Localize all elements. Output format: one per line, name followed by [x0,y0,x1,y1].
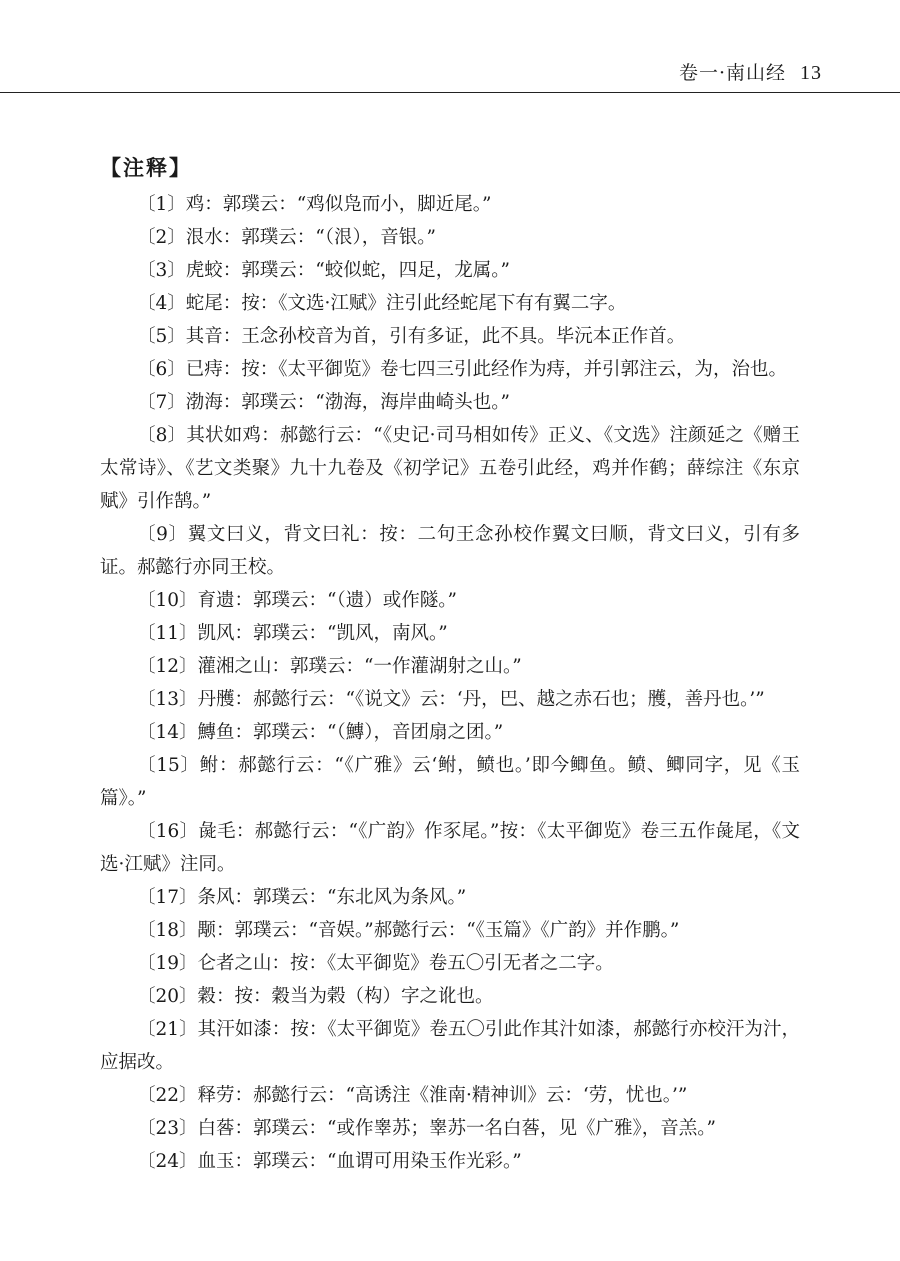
note-number: 〔10〕 [137,590,198,611]
note-number: 〔5〕 [137,326,186,347]
note-item [100,914,800,947]
note-text: 条风：郭璞云：“东北风为条风。” [197,887,467,908]
note-text: 鸡：郭璞云：“鸡似凫而小，脚近尾。” [185,194,492,215]
note-number: 〔24〕 [137,1151,198,1172]
note-text: 丹雘：郝懿行云：“《说文》云：‘丹，巴、越之赤石也；雘，善丹也。’” [197,689,765,710]
note-text: 虎蛟：郭璞云：“蛟似蛇，四足，龙属。” [185,260,510,281]
note-number: 〔7〕 [137,392,186,413]
note-number: 〔8〕 [137,425,187,446]
notes-list [100,188,800,1178]
note-item [100,188,800,221]
note-text: 白䓘：郭璞云：“或作睾苏；睾苏一名白䓘，见《广雅》，音羔。” [197,1118,716,1139]
note-number: 〔20〕 [137,986,198,1007]
header-rule [0,92,900,93]
note-item [100,716,800,749]
note-number: 〔4〕 [137,293,186,314]
note-text: 仑者之山：按：《太平御览》卷五〇引无者之二字。 [197,953,614,974]
note-text: 穀：按：穀当为榖（构）字之讹也。 [197,986,494,1007]
note-item [100,1079,800,1112]
note-number: 〔13〕 [137,689,198,710]
note-item [100,287,800,320]
running-header [679,58,822,85]
section-title: 【注释】 [100,156,192,180]
note-item [100,1112,800,1145]
note-text: 凯风：郭璞云：“凯风，南风。” [197,623,448,644]
note-text: 鲋：郝懿行云：“《广雅》云‘鲋，鲼也。’即今鲫鱼。鲼、鲫同字，见《玉篇》。” [100,755,800,809]
note-number: 〔21〕 [137,1019,198,1040]
note-text: 灌湘之山：郭璞云：“一作灌湖射之山。” [197,656,522,677]
note-text: 其汗如漆：按：《太平御览》卷五〇引此作其汁如漆，郝懿行亦校汗为汁，应据改。 [100,1019,800,1073]
note-item [100,1145,800,1178]
page-number: 13 [800,62,822,84]
note-item [100,320,800,353]
note-item [100,386,800,419]
note-text: 育遗：郭璞云：“（遗）或作隧。” [197,590,457,611]
note-number: 〔15〕 [137,755,200,776]
note-text: 翼文曰义，背文曰礼：按：二句王念孙校作翼文曰顺，背文曰义，引有多证。郝懿行亦同王校。 [100,524,800,578]
note-item [100,815,800,881]
note-number: 〔3〕 [137,260,186,281]
note-number: 〔1〕 [137,194,186,215]
note-number: 〔12〕 [137,656,198,677]
note-item [100,947,800,980]
note-number: 〔17〕 [137,887,198,908]
note-number: 〔2〕 [137,227,186,248]
note-text: 血玉：郭璞云：“血谓可用染玉作光彩。” [197,1151,522,1172]
note-text: 颙：郭璞云：“音娱。”郝懿行云：“《玉篇》《广韵》并作鹏。” [197,920,680,941]
note-item [100,518,800,584]
note-item [100,617,800,650]
note-text: 泿水：郭璞云：“（泿），音银。” [185,227,436,248]
note-number: 〔22〕 [137,1085,198,1106]
note-item [100,650,800,683]
note-text: 已痔：按：《太平御览》卷七四三引此经作为痔，并引郭注云，为，治也。 [185,359,788,380]
note-text: 蛇尾：按：《文选·江赋》注引此经蛇尾下有有翼二字。 [185,293,627,314]
note-item [100,881,800,914]
note-number: 〔18〕 [137,920,198,941]
note-text: 彘毛：郝懿行云：“《广韵》作豕尾。”按：《太平御览》卷三五作彘尾，《文选·江赋》注同。 [100,821,800,875]
note-item [100,221,800,254]
note-text: 其状如鸡：郝懿行云：“《史记·司马相如传》正义、《文选》注颜延之《赠王太常诗》、《艺文类聚》九十九卷及《初学记》五卷引此经，鸡并作鹤；薛综注《东京赋》引作鹄。” [100,425,800,512]
note-item [100,1013,800,1079]
note-text: 鱄鱼：郭璞云：“（鱄），音团扇之团。” [197,722,504,743]
note-number: 〔23〕 [137,1118,198,1139]
chapter-title: 卷一·南山经 [678,62,786,84]
note-number: 〔14〕 [137,722,198,743]
note-number: 〔9〕 [137,524,188,545]
note-item [100,419,800,518]
note-item [100,683,800,716]
note-item [100,584,800,617]
note-number: 〔19〕 [137,953,198,974]
note-item [100,749,800,815]
note-text: 渤海：郭璞云：“渤海，海岸曲崎头也。” [185,392,510,413]
note-item [100,254,800,287]
note-text: 其音：王念孙校音为首，引有多证，此不具。毕沅本正作首。 [185,326,686,347]
note-number: 〔16〕 [137,821,199,842]
note-text: 释劳：郝懿行云：“高诱注《淮南·精神训》云：‘劳，忧也。’” [197,1085,688,1106]
note-number: 〔11〕 [137,623,198,644]
note-item [100,353,800,386]
note-number: 〔6〕 [137,359,186,380]
note-item [100,980,800,1013]
